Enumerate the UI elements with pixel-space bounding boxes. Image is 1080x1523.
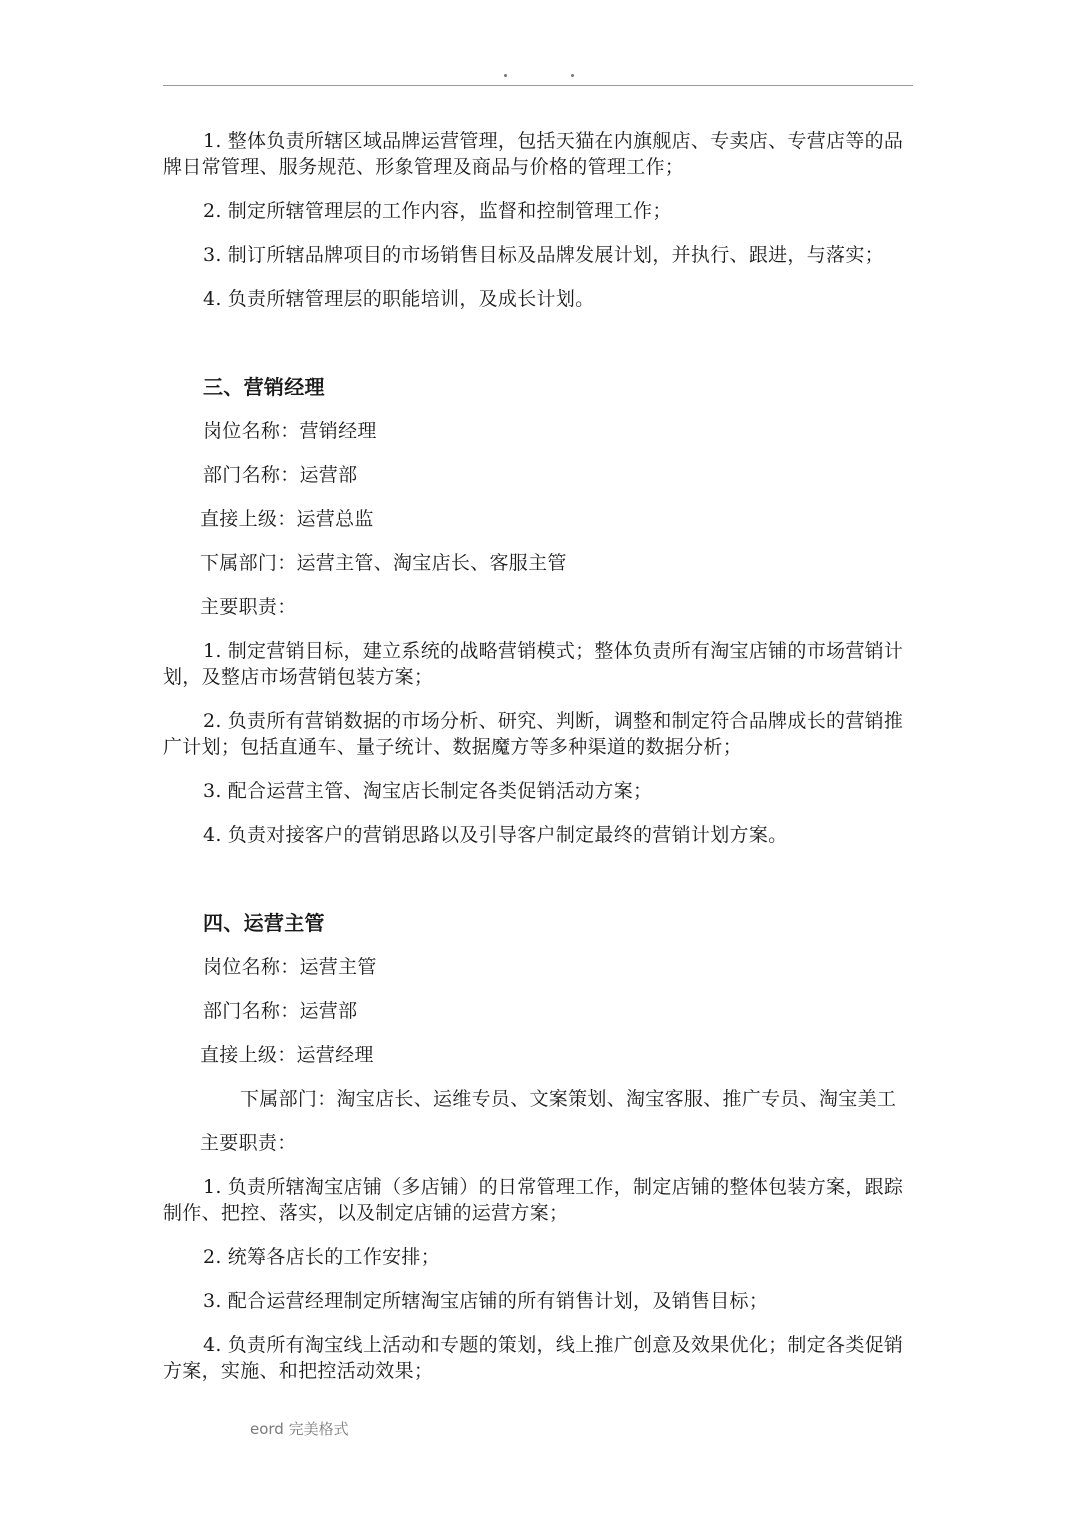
item-number: 1. <box>203 640 222 662</box>
list-item <box>163 198 913 224</box>
list-item <box>163 638 913 690</box>
list-item <box>163 778 913 804</box>
item-text: 配合运营主管、淘宝店长制定各类促销活动方案； <box>227 780 653 802</box>
section-heading: 四、运营主管 <box>203 911 325 935</box>
item-number: 1. <box>203 130 222 152</box>
item-text: 制定所辖管理层的工作内容，监督和控制管理工作； <box>227 200 672 222</box>
item-number: 3. <box>203 244 222 266</box>
list-item <box>163 822 913 848</box>
position-name: 岗位名称：营销经理 <box>203 420 377 442</box>
item-text: 配合运营经理制定所辖淘宝店铺的所有销售计划，及销售目标； <box>227 1290 769 1312</box>
list-item <box>163 128 913 180</box>
item-number: 1. <box>203 1176 222 1198</box>
item-text: 制定营销目标，建立系统的战略营销模式；整体负责所有淘宝店铺的市场营销计划，及整店市场营销包装方案； <box>163 640 904 688</box>
direct-superior: 直接上级：运营经理 <box>200 1044 374 1066</box>
item-text: 负责所有营销数据的市场分析、研究、判断，调整和制定符合品牌成长的营销推广计划；包括直通车、量子统计、数据魔方等多种渠道的数据分析； <box>163 710 904 758</box>
item-number: 2. <box>203 710 222 732</box>
item-text: 制订所辖品牌项目的市场销售目标及品牌发展计划，并执行、跟进，与落实； <box>227 244 884 266</box>
list-item <box>163 1174 913 1226</box>
item-number: 3. <box>203 1290 222 1312</box>
position-name: 岗位名称：运营主管 <box>203 956 377 978</box>
item-text: 整体负责所辖区域品牌运营管理，包括天猫在内旗舰店、专卖店、专营店等的品牌日常管理、服务规范、形象管理及商品与价格的管理工作； <box>163 130 904 178</box>
item-number: 4. <box>203 824 222 846</box>
list-item <box>163 1332 913 1384</box>
item-text: 负责所辖管理层的职能培训，及成长计划。 <box>227 288 595 310</box>
list-item <box>163 708 913 760</box>
header-rule <box>163 85 913 86</box>
item-text: 负责对接客户的营销思路以及引导客户制定最终的营销计划方案。 <box>227 824 788 846</box>
subordinate-departments: 下属部门：运营主管、淘宝店长、客服主管 <box>200 552 567 574</box>
list-item <box>163 1244 913 1270</box>
item-text: 统筹各店长的工作安排； <box>227 1246 441 1268</box>
item-text: 负责所辖淘宝店铺（多店铺）的日常管理工作，制定店铺的整体包装方案，跟踪制作、把控、落实，以及制定店铺的运营方案； <box>163 1176 904 1224</box>
department-name: 部门名称：运营部 <box>203 464 358 486</box>
list-item <box>163 1288 913 1314</box>
item-text: 负责所有淘宝线上活动和专题的策划，线上推广创意及效果优化；制定各类促销方案，实施、和把控活动效果； <box>163 1334 904 1382</box>
direct-superior: 直接上级：运营总监 <box>200 508 374 530</box>
list-item <box>163 286 913 312</box>
list-item <box>163 242 913 268</box>
section-heading: 三、营销经理 <box>203 375 325 399</box>
header-dot <box>504 74 507 77</box>
duties-label: 主要职责： <box>200 596 297 618</box>
document-body <box>163 128 913 1384</box>
department-name: 部门名称：运营部 <box>203 1000 358 1022</box>
duties-label: 主要职责： <box>200 1132 297 1154</box>
item-number: 3. <box>203 780 222 802</box>
item-number: 2. <box>203 1246 222 1268</box>
item-number: 4. <box>203 1334 222 1356</box>
item-number: 4. <box>203 288 222 310</box>
subordinate-departments: 下属部门：淘宝店长、运维专员、文案策划、淘宝客服、推广专员、淘宝美工 <box>240 1088 897 1110</box>
item-number: 2. <box>203 200 222 222</box>
header-dot <box>571 74 574 77</box>
footer-text: eord 完美格式 <box>250 1420 349 1438</box>
